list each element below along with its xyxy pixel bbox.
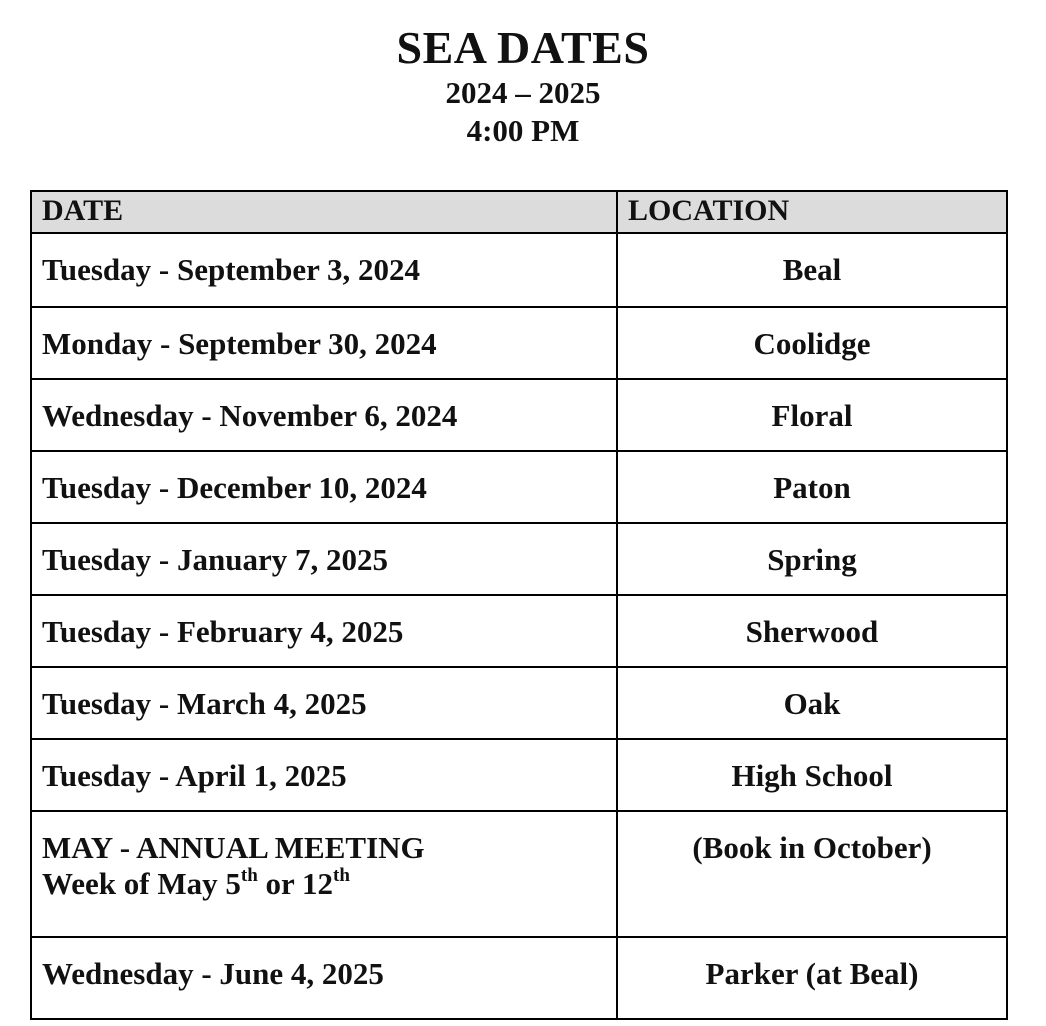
ordinal-suffix: th xyxy=(333,865,350,886)
annual-meeting-label: MAY - ANNUAL MEETING xyxy=(42,830,425,865)
table-row xyxy=(31,739,1007,811)
date-cell: Wednesday - November 6, 2024 xyxy=(31,379,617,451)
table-row xyxy=(31,451,1007,523)
location-cell: High School xyxy=(617,739,1007,811)
annual-meeting-week xyxy=(42,866,606,902)
date-cell xyxy=(31,811,617,937)
week-text-alt: or 12 xyxy=(257,866,333,901)
table-row xyxy=(31,937,1007,1019)
table-row xyxy=(31,595,1007,667)
location-cell: Spring xyxy=(617,523,1007,595)
location-cell: Parker (at Beal) xyxy=(617,937,1007,1019)
table-row-annual-meeting xyxy=(31,811,1007,937)
date-cell: Tuesday - September 3, 2024 xyxy=(31,233,617,307)
date-cell: Wednesday - June 4, 2025 xyxy=(31,937,617,1019)
location-cell: Coolidge xyxy=(617,307,1007,379)
document-title: SEA DATES xyxy=(396,22,650,73)
table-row xyxy=(31,307,1007,379)
date-cell: Monday - September 30, 2024 xyxy=(31,307,617,379)
table-row xyxy=(31,233,1007,307)
table-row xyxy=(31,379,1007,451)
location-cell: Beal xyxy=(617,233,1007,307)
location-cell: Oak xyxy=(617,667,1007,739)
date-cell: Tuesday - December 10, 2024 xyxy=(31,451,617,523)
date-cell: Tuesday - April 1, 2025 xyxy=(31,739,617,811)
document-header xyxy=(0,22,1046,150)
meeting-schedule-table xyxy=(30,190,1008,1020)
school-year: 2024 – 2025 xyxy=(445,75,601,110)
date-column-header: DATE xyxy=(31,191,617,233)
ordinal-suffix: th xyxy=(240,865,258,886)
table-header-row xyxy=(31,191,1007,233)
date-cell: Tuesday - January 7, 2025 xyxy=(31,523,617,595)
location-cell: (Book in October) xyxy=(617,811,1007,937)
table-row xyxy=(31,667,1007,739)
location-cell: Floral xyxy=(617,379,1007,451)
week-text: Week of May 5 xyxy=(42,866,241,901)
location-column-header: LOCATION xyxy=(617,191,1007,233)
table-row xyxy=(31,523,1007,595)
date-cell: Tuesday - February 4, 2025 xyxy=(31,595,617,667)
location-cell: Sherwood xyxy=(617,595,1007,667)
date-cell: Tuesday - March 4, 2025 xyxy=(31,667,617,739)
meeting-time: 4:00 PM xyxy=(466,113,580,148)
location-cell: Paton xyxy=(617,451,1007,523)
